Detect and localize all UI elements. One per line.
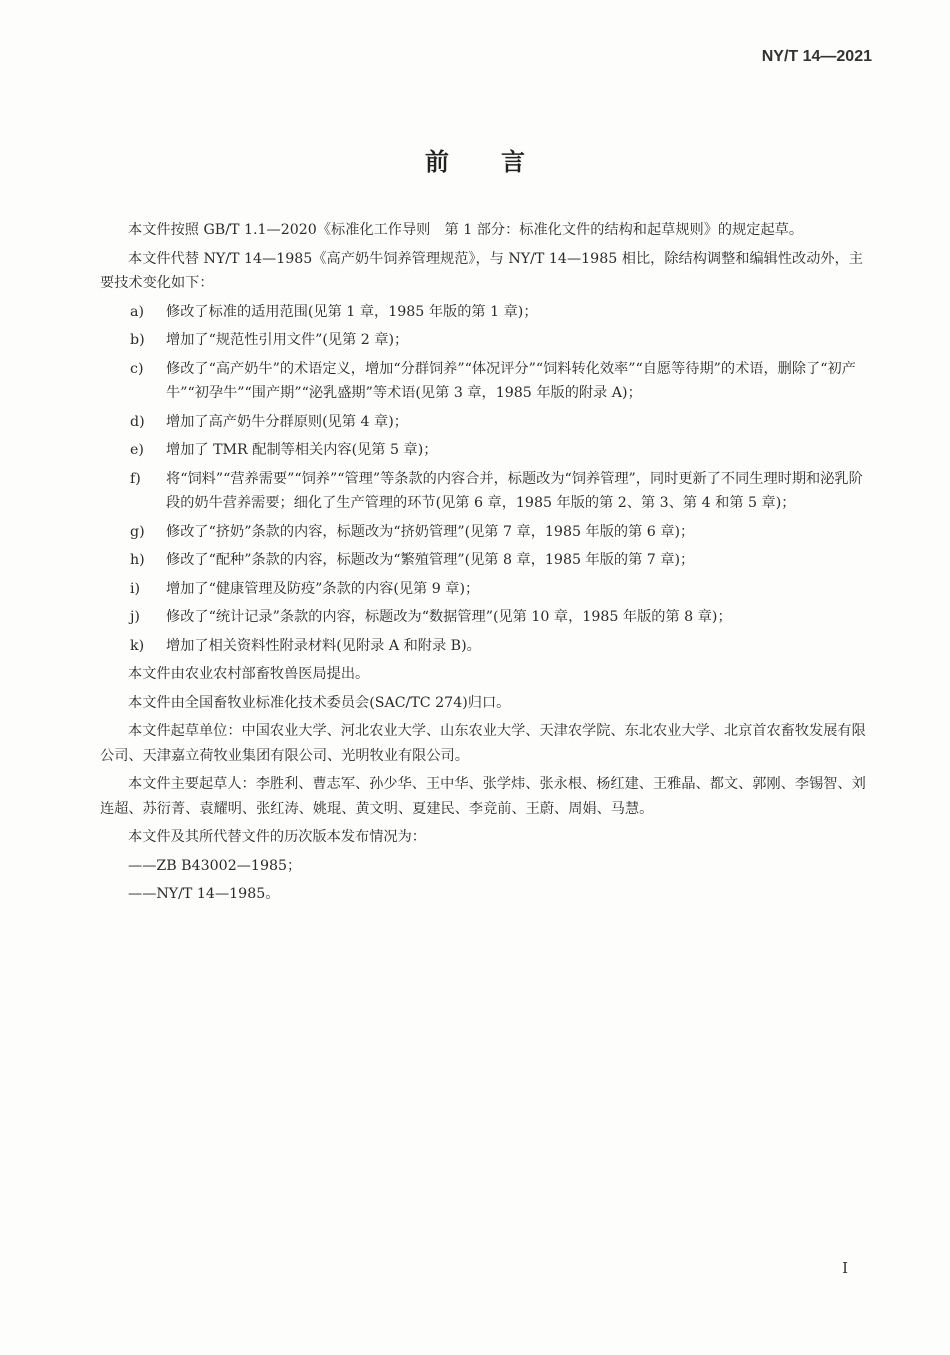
list-text: 修改了“配种”条款的内容，标题改为“繁殖管理”(见第 8 章，1985 年版的第 7 章)； [166,552,695,568]
page-number: I [842,1259,848,1277]
intro-paragraph: 本文件按照 GB/T 1.1—2020《标准化工作导则 第 1 部分：标准化文件的结构和起草规则》的规定起草。 [128,222,804,238]
list-label: f) [130,470,141,487]
list-label: b) [130,332,145,348]
list-text: 修改了“统计记录”条款的内容，标题改为“数据管理”(见第 10 章，1985 年版的第 8 章)； [166,609,732,625]
list-label: a) [130,303,144,320]
list-label: j) [130,609,140,625]
committee-paragraph: 本文件由全国畜牧业标准化技术委员会(SAC/TC 274)归口。 [128,694,511,711]
list-label: i) [130,580,141,597]
drafters-paragraph: 本文件主要起草人：李胜利、曹志军、孙少华、王中华、张学炜、张永根、杨红建、王雅晶、都文、郭刚、李锡智、刘连超、苏衍菁、袁耀明、张红涛、姚琨、黄文明、夏建民、李竞前、王蔚、周娟、马慧。 [100,776,866,817]
history-item: ——ZB B43002—1985； [128,857,302,874]
document-body [100,218,870,911]
list-label: c) [130,360,144,377]
list-label: h) [130,552,145,568]
list-text: 增加了高产奶牛分群原则(见第 4 章)； [166,413,408,430]
page-title: 前言 [425,147,577,176]
drafting-units-paragraph: 本文件起草单位：中国农业大学、河北农业大学、山东农业大学、天津农学院、东北农业大学、北京首农畜牧发展有限公司、天津嘉立荷牧业集团有限公司、光明牧业有限公司。 [100,723,866,764]
list-text: 将“饲料”“营养需要”“饲养”“管理”等条款的内容合并，标题改为“饲养管理”，同时更新了不同生理时期和泌乳阶段的奶牛营养需要；细化了生产管理的环节(见第 6 章，1985 年版的第 2、第 3、第 4 和第 5 章)； [166,470,863,511]
list-label: g) [130,523,145,540]
list-label: d) [130,413,145,430]
change-list-item [100,467,870,516]
list-text: 修改了“高产奶牛”的术语定义，增加“分群饲养”“体况评分”“饲料转化效率”“自愿等待期”的术语，删除了“初产牛”“初孕牛”“围产期”“泌乳盛期”等术语(见第 3 章，1985 年版的附录 A)； [166,360,856,401]
list-text: 增加了“规范性引用文件”(见第 2 章)； [166,332,409,348]
change-list-item [100,357,870,406]
change-list-item [100,300,870,325]
change-list-item [100,410,870,435]
change-list-item [100,605,870,630]
change-list-item [100,634,870,659]
list-text: 增加了“健康管理及防疫”条款的内容(见第 9 章)； [166,580,480,597]
history-intro-paragraph: 本文件及其所代替文件的历次版本发布情况为： [128,829,426,845]
history-item: ——NY/T 14—1985。 [128,886,280,902]
change-list-item [100,548,870,573]
change-list-item [100,577,870,602]
list-label: k) [130,637,145,654]
list-text: 增加了相关资料性附录材料(见附录 A 和附录 B)。 [166,637,481,654]
intro-paragraph: 本文件代替 NY/T 14—1985《高产奶牛饲养管理规范》，与 NY/T 14—1985 相比，除结构调整和编辑性改动外，主要技术变化如下： [100,250,863,291]
proposer-paragraph: 本文件由农业农村部畜牧兽医局提出。 [128,666,370,682]
list-text: 修改了标准的适用范围(见第 1 章，1985 年版的第 1 章)； [166,303,538,320]
list-label: e) [130,442,144,458]
standard-code: NY/T 14—2021 [761,48,872,65]
change-list-item [100,328,870,353]
change-list-item [100,520,870,545]
list-text: 增加了 TMR 配制等相关内容(见第 5 章)； [166,442,438,458]
list-text: 修改了“挤奶”条款的内容，标题改为“挤奶管理”(见第 7 章，1985 年版的第 6 章)； [166,523,695,540]
change-list-item [100,438,870,463]
